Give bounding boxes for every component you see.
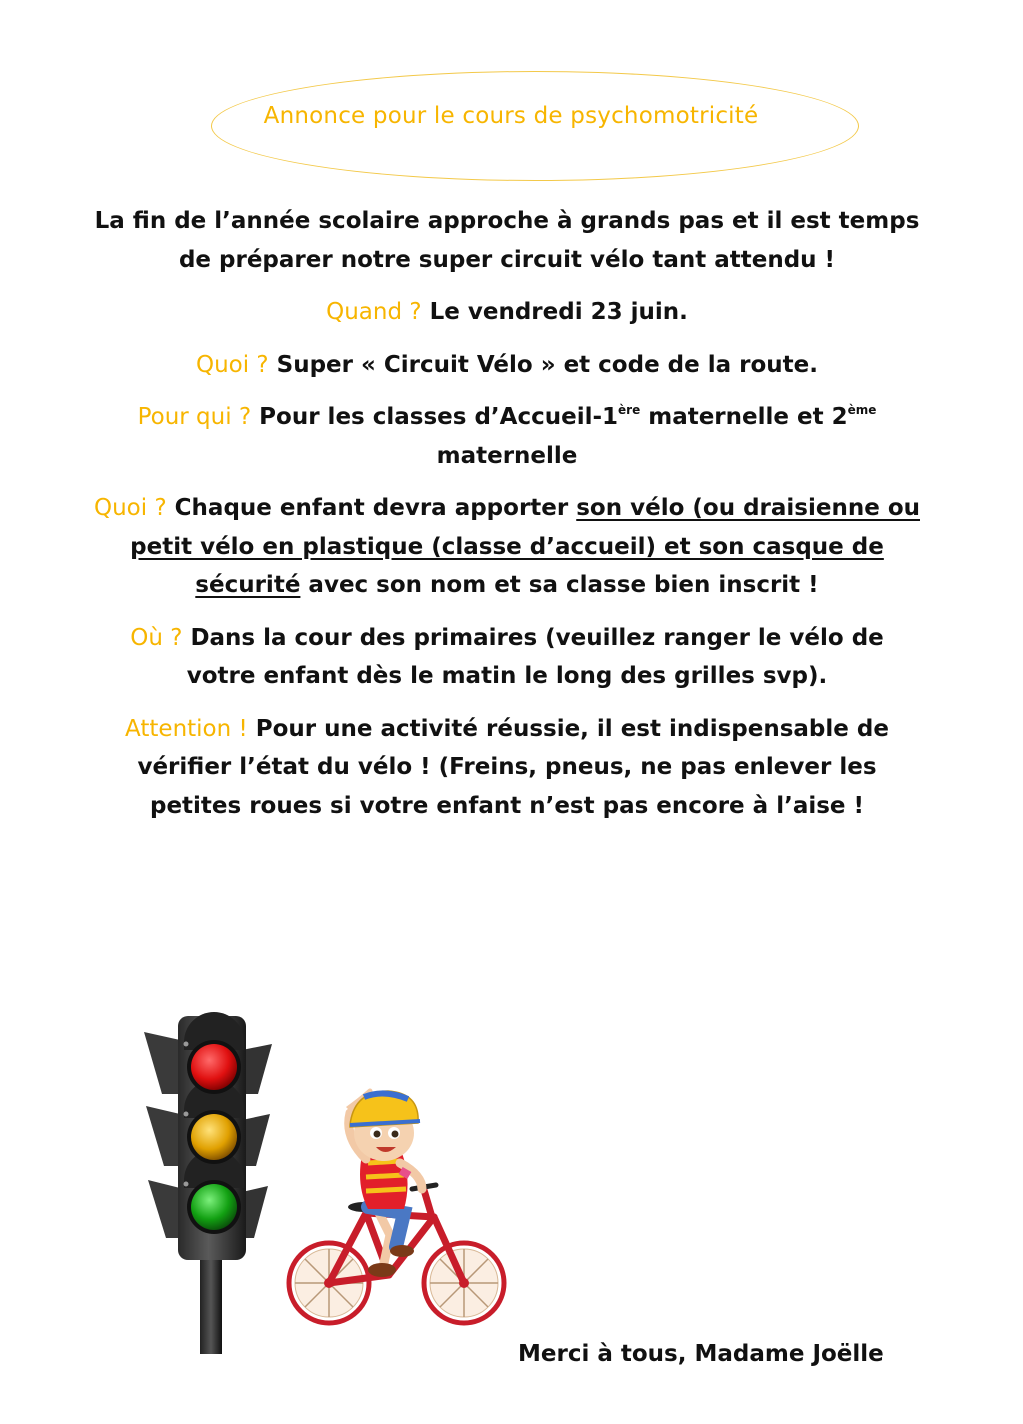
signature: Merci à tous, Madame Joëlle — [518, 1341, 884, 1367]
for-whom-sup-a: ère — [618, 403, 641, 417]
when-label: Quand ? — [326, 299, 422, 325]
intro-paragraph: La fin de l’année scolaire approche à grands pas et il est temps de préparer notre super circuit vélo tant attendu ! — [94, 208, 920, 273]
where-label: Où ? — [130, 624, 183, 651]
where-text: Dans la cour des primaires (veuillez ranger le vélo de votre enfant dès le matin le long des grilles svp). — [186, 624, 884, 689]
what2-text-a: Chaque enfant devra apporter — [174, 495, 577, 521]
attention-text: Pour une activité réussie, il est indispensable de vérifier l’état du vélo ! (Freins, pneus, ne pas enlever les petites roues si votre enfant n’est pas encore à l’aise ! — [137, 715, 889, 819]
what2-label: Quoi ? — [93, 495, 167, 521]
for-whom-text-a: Pour les classes d’Accueil-1 — [259, 404, 619, 430]
attention-paragraph — [92, 710, 922, 826]
traffic-light-icon — [140, 1002, 276, 1354]
what2-text-b: avec son nom et sa classe bien inscrit ! — [300, 572, 819, 598]
when-paragraph — [92, 293, 922, 332]
what2-underlined: son vélo (ou draisienne ou petit vélo en plastique (classe d’accueil) et son casque de sécurité — [130, 495, 920, 598]
what-text: Super « Circuit Vélo » et code de la route. — [276, 351, 819, 378]
for-whom-sup-b: ème — [847, 403, 877, 417]
for-whom-text-c: maternelle — [436, 442, 578, 469]
where-paragraph — [92, 619, 922, 696]
child-on-bicycle-icon — [284, 1085, 510, 1335]
what-paragraph — [92, 346, 922, 385]
what-label: Quoi ? — [195, 351, 269, 378]
what2-paragraph — [92, 489, 922, 605]
for-whom-text-b: maternelle et 2 — [640, 404, 848, 430]
announcement-body — [92, 202, 922, 839]
attention-label: Attention ! — [125, 715, 248, 742]
for-whom-paragraph — [92, 398, 922, 475]
for-whom-label: Pour qui ? — [137, 404, 252, 430]
page-title: Annonce pour le cours de psychomotricité — [263, 103, 759, 129]
when-text: Le vendredi 23 juin. — [429, 299, 688, 325]
